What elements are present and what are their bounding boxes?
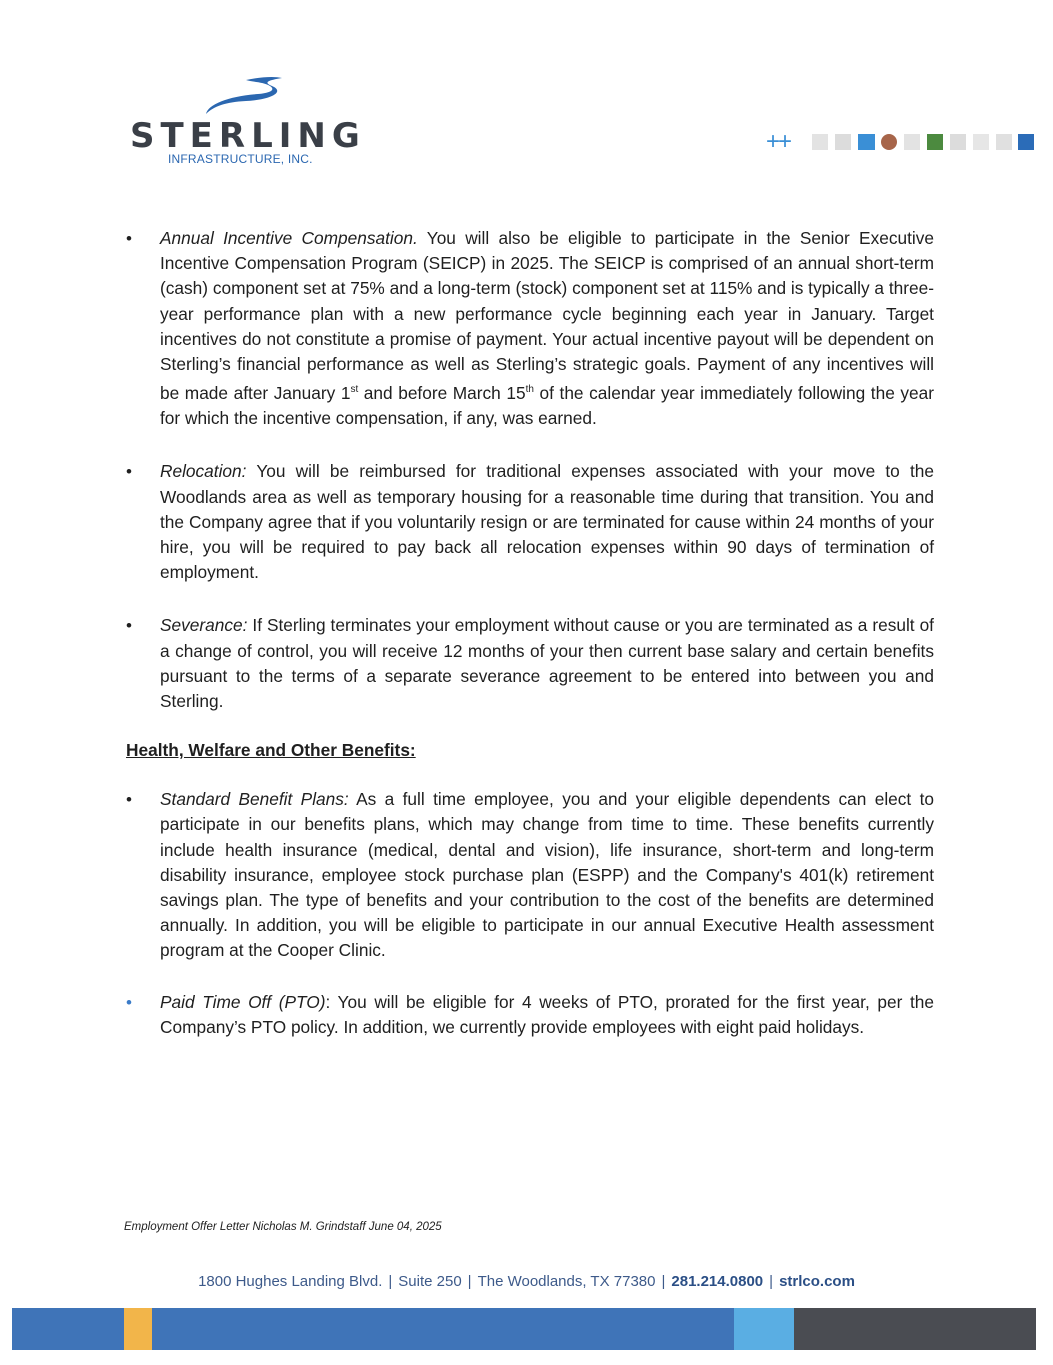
list-item-annual-incentive [126,226,934,431]
list-item-relocation [126,459,934,585]
address-city: The Woodlands, TX 77380 [477,1273,656,1290]
separator: | [467,1273,472,1290]
deco-circle [881,134,897,150]
website-link[interactable]: strlco.com [779,1273,855,1290]
item-lead: Paid Time Off (PTO) [160,991,326,1012]
footer-bar-segment [794,1308,1036,1350]
footer-note: Employment Offer Letter Nicholas M. Grindstaff June 04, 2025 [124,1221,442,1233]
bullet-icon: • [126,790,132,810]
bullet-icon: • [126,616,132,636]
footer-bar-segment [734,1308,794,1350]
separator: | [769,1273,774,1290]
deco-square [812,134,828,150]
footer-address [0,1273,1053,1290]
deco-square [1018,134,1034,150]
deco-square [835,134,851,150]
plus-signs: ++ [766,128,791,155]
deco-square [858,134,875,150]
logo-subtitle: INFRASTRUCTURE, INC. [168,152,313,166]
deco-square [996,134,1012,150]
item-text: As a full time employee, you and your eligible dependents can elect to participate in our benefits plans, which may change from time to time. These benefits currently include health insurance (medical, dental and vision), life insurance, short-term and long-term disability insurance, employee stock purchase plan (ESPP) and the Company's 401(k) retirement savings plan. The type of benefits and your contribution to the cost of the benefits are determined annually. In addition, you will be eligible to participate in our annual Executive Health assessment program at the Cooper Clinic. [160,789,934,961]
item-text: of the calendar year immediately following the year for which the incentive compensation, if any, was earned. [160,382,934,429]
list-item-severance [126,613,934,714]
address-street: 1800 Hughes Landing Blvd. [198,1273,383,1290]
letter-body [126,226,934,1040]
item-text: and before March 15 [358,382,526,403]
footer-bar-segment [124,1308,152,1350]
deco-square [950,134,966,150]
superscript: st [350,384,359,396]
bullet-icon: • [126,992,132,1012]
deco-square [904,134,920,150]
item-lead: Standard Benefit Plans: [160,789,349,810]
item-text: : You will be eligible for 4 weeks of PTO, prorated for the first year, per the Company’s PTO policy. In addition, we currently provide employees with eight paid holidays. [160,991,934,1037]
footer-bar-segment [12,1308,124,1350]
logo-wordmark: STERLING [130,116,366,156]
list-item-standard-benefits [126,787,934,963]
footer-bar-segment [152,1308,734,1350]
address-suite: Suite 250 [398,1273,462,1290]
deco-square [973,134,989,150]
item-lead: Severance: [160,615,248,636]
item-lead: Annual Incentive Compensation. [160,228,418,248]
section-heading: Health, Welfare and Other Benefits: [126,740,416,761]
item-text: You will be reimbursed for traditional expenses associated with your move to the Woodlands area as well as temporary housing for a reasonable time during that transition. You and the Company agree that if you voluntarily resign or are terminated for cause within 24 months of your hire, you will be required to pay back all relocation expenses within 90 days of termination of employment. [160,461,934,583]
deco-square [927,134,943,150]
item-text: If Sterling terminates your employment without cause or you are terminated as a result of a change of control, you will receive 12 months of your then current base salary and certain benefits pursuant to the terms of a separate severance agreement to be entered into between you and Sterling. [160,615,934,712]
separator: | [388,1273,393,1290]
superscript: th [525,384,534,396]
phone-number: 281.214.0800 [671,1273,764,1290]
bullet-icon: • [126,229,132,248]
item-lead: Relocation: [160,461,247,482]
bullet-icon: • [126,462,132,482]
list-item-pto [126,990,934,1040]
separator: | [661,1273,666,1290]
company-logo [128,72,368,172]
item-text: You will also be eligible to participate in the Senior Executive Incentive Compensation Program (SEICP) in 2025. The SEICP is comprised of an annual short-term (cash) component set at 75% and a long-term (stock) component set at 115% and is typically a three-year performance plan with a new performance cycle beginning each year in January. Target incentives do not constitute a promise of payment. Your actual incentive payout will be dependent on Sterling’s financial performance as well as Sterling’s strategic goals. Payment of any incentives will be made after January 1 [160,228,934,403]
swoosh-icon [200,74,290,118]
